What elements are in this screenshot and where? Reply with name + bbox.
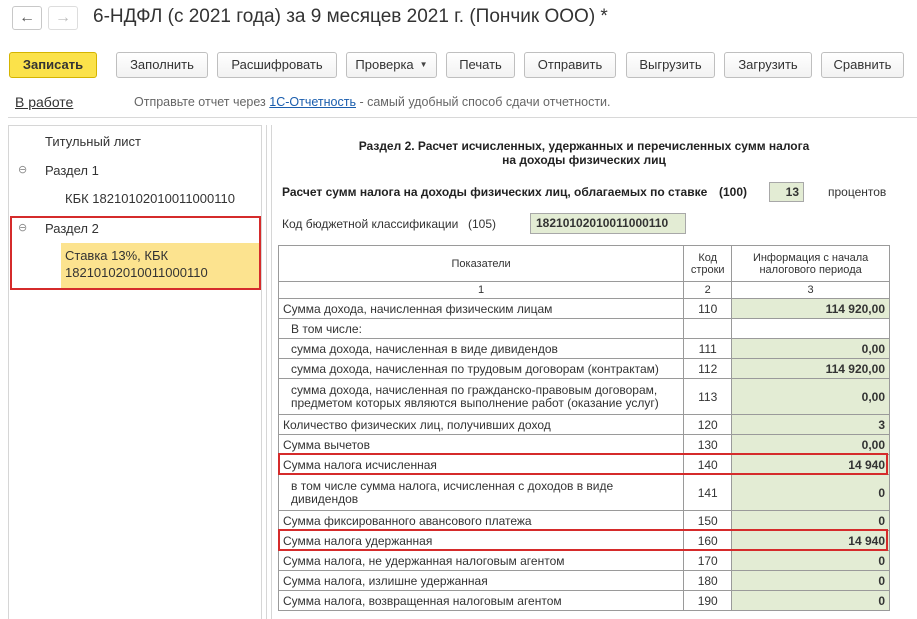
row-label: сумма дохода, начисленная в виде дивидендов — [279, 339, 684, 359]
nav-rate-line-1: Ставка 13%, КБК — [65, 248, 169, 263]
table-header-row — [279, 246, 890, 282]
export-button[interactable]: Выгрузить — [626, 52, 715, 78]
row-code: 112 — [684, 359, 732, 379]
compare-button[interactable]: Сравнить — [821, 52, 904, 78]
indicators-table — [278, 245, 890, 611]
table-row — [279, 299, 890, 319]
row-code: 110 — [684, 299, 732, 319]
row-value[interactable]: 0,00 — [732, 379, 890, 415]
table-row — [279, 319, 890, 339]
table-row — [279, 531, 890, 551]
row-label-line-1: сумма дохода, начисленная по гражданско-правовым договорам, — [291, 382, 658, 397]
table-row — [279, 359, 890, 379]
row-label: Сумма вычетов — [279, 435, 684, 455]
row-value[interactable]: 0,00 — [732, 435, 890, 455]
row-value[interactable]: 114 920,00 — [732, 299, 890, 319]
kbk-field[interactable]: 18210102010011000110 — [530, 213, 686, 234]
check-dropdown-button[interactable] — [346, 52, 437, 78]
table-row — [279, 475, 890, 511]
column-header-line-code-2: строки — [690, 263, 725, 276]
row-value[interactable]: 14 940 — [732, 531, 890, 551]
nav-section-2-label: Раздел 2 — [45, 221, 99, 236]
column-number: 3 — [732, 282, 890, 299]
table-row — [279, 415, 890, 435]
row-code: 170 — [684, 551, 732, 571]
save-button[interactable]: Записать — [9, 52, 97, 78]
row-code: 141 — [684, 475, 732, 511]
section-heading-line-2: на доходы физических лиц — [502, 153, 666, 167]
section-heading-line-1: Раздел 2. Расчет исчисленных, удержанных и перечисленных сумм налога — [358, 139, 810, 153]
row-label — [279, 475, 684, 511]
row-value — [732, 319, 890, 339]
rate-line-code: (100) — [719, 185, 748, 199]
row-code: 150 — [684, 511, 732, 531]
table-row — [279, 435, 890, 455]
arrow-left-icon: ← — [19, 9, 35, 26]
column-numbers-row — [279, 282, 890, 299]
nav-section-1-label: Раздел 1 — [45, 163, 99, 178]
row-label: В том числе: — [279, 319, 684, 339]
table-row — [279, 551, 890, 571]
row-code: 160 — [684, 531, 732, 551]
row-value[interactable]: 0 — [732, 551, 890, 571]
rate-unit: процентов — [828, 185, 887, 199]
row-code: 113 — [684, 379, 732, 415]
reporting-service-link[interactable]: 1С-Отчетность — [269, 95, 356, 109]
column-number: 2 — [684, 282, 732, 299]
forward-button[interactable] — [48, 6, 78, 30]
row-value[interactable]: 3 — [732, 415, 890, 435]
row-label: Сумма фиксированного авансового платежа — [279, 511, 684, 531]
row-label: Количество физических лиц, получивших доход — [279, 415, 684, 435]
column-number: 1 — [279, 282, 684, 299]
column-header-period-info-1: Информация с начала — [752, 251, 869, 264]
table-row — [279, 339, 890, 359]
back-button[interactable] — [12, 6, 42, 30]
collapse-icon[interactable]: ⊖ — [18, 222, 28, 234]
nav-section-2-rate-label — [65, 247, 208, 281]
row-label: Сумма налога, не удержанная налоговым агентом — [279, 551, 684, 571]
row-code: 140 — [684, 455, 732, 475]
row-value[interactable]: 0,00 — [732, 339, 890, 359]
row-code: 111 — [684, 339, 732, 359]
caret-down-icon: ▼ — [419, 60, 428, 69]
section-heading — [278, 139, 890, 167]
reporting-hint — [134, 95, 611, 109]
column-header-period-info — [732, 246, 890, 282]
row-code: 130 — [684, 435, 732, 455]
row-code: 190 — [684, 591, 732, 611]
sections-navigation — [8, 125, 262, 619]
table-row — [279, 591, 890, 611]
row-code: 120 — [684, 415, 732, 435]
row-label: Сумма налога исчисленная — [279, 455, 684, 475]
row-value[interactable]: 14 940 — [732, 455, 890, 475]
row-code: 180 — [684, 571, 732, 591]
table-row — [279, 571, 890, 591]
import-button[interactable]: Загрузить — [724, 52, 812, 78]
document-border — [271, 125, 272, 619]
row-label: Сумма налога, излишне удержанная — [279, 571, 684, 591]
decode-button[interactable]: Расшифровать — [217, 52, 337, 78]
collapse-icon[interactable]: ⊖ — [18, 164, 28, 176]
check-button-label: Проверка — [355, 57, 414, 72]
hint-text-before: Отправьте отчет через — [134, 95, 270, 109]
column-header-line-code-1: Код — [698, 251, 718, 264]
column-header-period-info-2: налогового периода — [759, 263, 862, 276]
print-button[interactable]: Печать — [446, 52, 515, 78]
rate-field[interactable]: 13 — [769, 182, 804, 202]
fill-button[interactable]: Заполнить — [116, 52, 208, 78]
status-link[interactable]: В работе — [15, 94, 74, 110]
nav-rate-line-2: 18210102010011000110 — [65, 265, 208, 280]
table-row — [279, 455, 890, 475]
column-header-indicators: Показатели — [279, 246, 684, 282]
row-label-line-1: в том числе сумма налога, исчисленная с доходов в виде — [291, 478, 614, 493]
arrow-right-icon: → — [55, 9, 71, 26]
row-label — [279, 379, 684, 415]
send-button[interactable]: Отправить — [524, 52, 616, 78]
table-row — [279, 379, 890, 415]
row-label-line-2: дивидендов — [291, 491, 359, 506]
divider — [8, 117, 917, 118]
row-label: Сумма налога, возвращенная налоговым агентом — [279, 591, 684, 611]
row-label-line-2: предметом которых являются выполнение работ (оказание услуг) — [291, 395, 659, 410]
row-value[interactable]: 114 920,00 — [732, 359, 890, 379]
panel-splitter[interactable] — [266, 125, 267, 619]
row-value[interactable]: 0 — [732, 591, 890, 611]
rate-label: Расчет сумм налога на доходы физических лиц, облагаемых по ставке — [282, 185, 708, 199]
kbk-label: Код бюджетной классификации — [282, 217, 459, 231]
row-value[interactable]: 0 — [732, 511, 890, 531]
row-value[interactable]: 0 — [732, 571, 890, 591]
nav-title-page-label: Титульный лист — [45, 134, 142, 149]
hint-text-after: - самый удобный способ сдачи отчетности. — [355, 95, 611, 109]
window-title: 6-НДФЛ (с 2021 года) за 9 месяцев 2021 г. (Пончик ООО) * — [93, 6, 608, 27]
row-label: сумма дохода, начисленная по трудовым договорам (контрактам) — [279, 359, 684, 379]
row-code — [684, 319, 732, 339]
kbk-line-code: (105) — [468, 217, 497, 231]
row-label: Сумма дохода, начисленная физическим лицам — [279, 299, 684, 319]
nav-section-1-kbk-label: КБК 18210102010011000110 — [65, 191, 235, 206]
row-value[interactable]: 0 — [732, 475, 890, 511]
table-row — [279, 511, 890, 531]
row-label: Сумма налога удержанная — [279, 531, 684, 551]
column-header-line-code — [684, 246, 732, 282]
